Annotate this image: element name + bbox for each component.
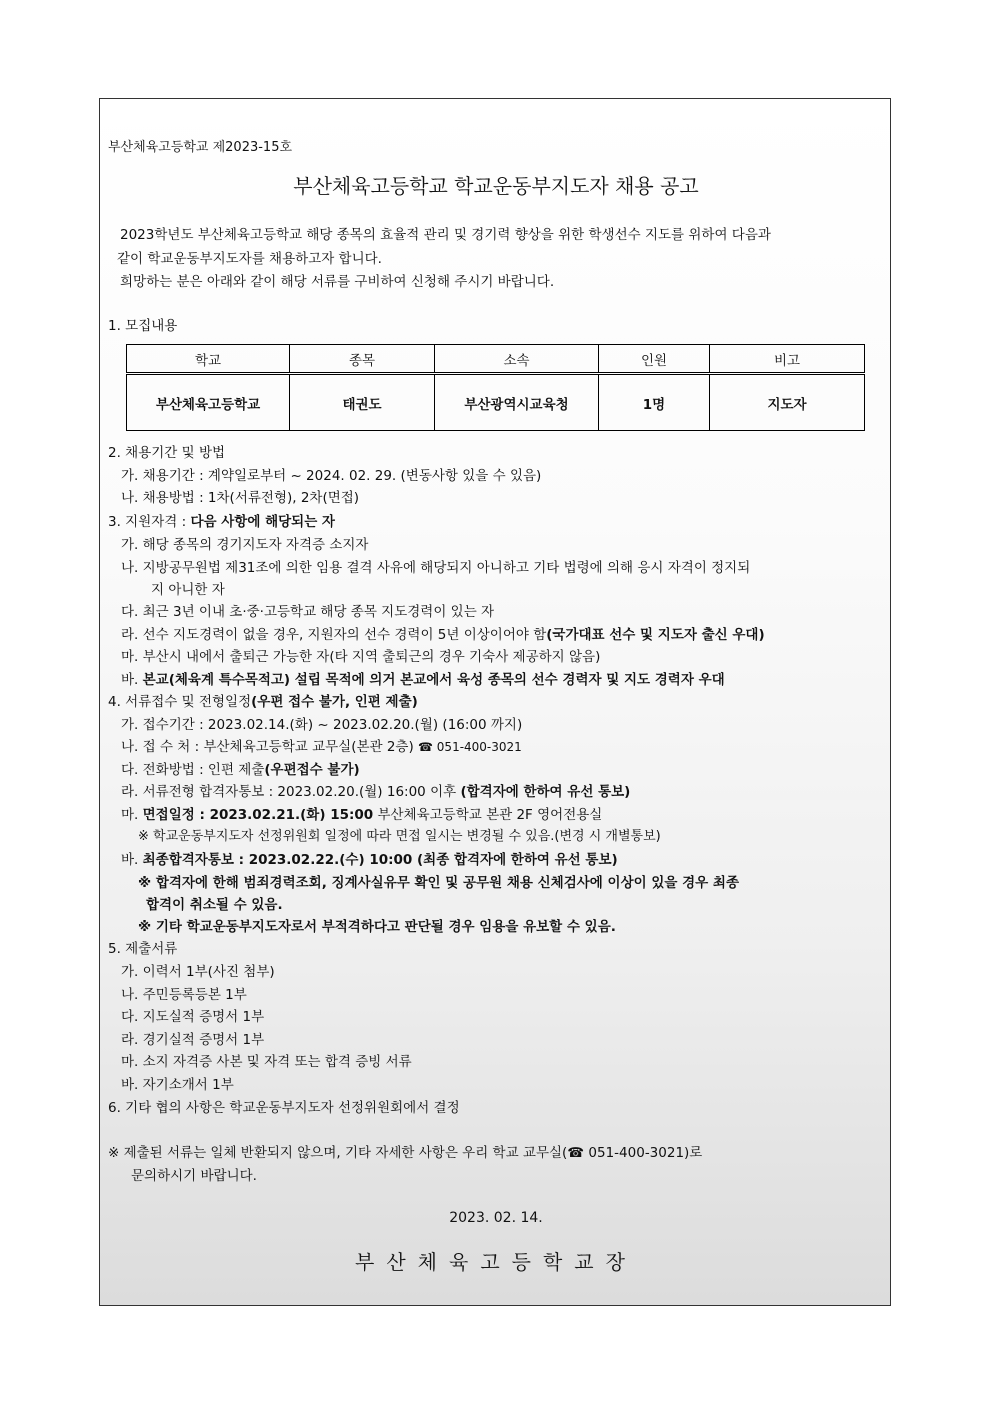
section-1-title: 1. 모집내용 [108,318,178,334]
header-school: 학교 [127,345,290,374]
section-4-item-e-bold: 면접일정 : 2023.02.21.(화) 15:00 [142,807,374,823]
section-5-item: 다. 지도실적 증명서 1부 [121,1009,265,1025]
recruitment-table [126,344,865,431]
section-4-item-f-bold: 최종합격자통보 : 2023.02.22.(수) 10:00 (최종 합격자에 한하여 유선 통보) [142,852,618,868]
section-4-note-2-line-1: ※ 합격자에 한해 범죄경력조회, 징계사실유무 확인 및 공무원 채용 신체검사에 이상이 있을 경우 최종 [138,875,739,891]
page-title: 부산체육고등학교 학교운동부지도자 채용 공고 [293,174,699,198]
section-4-item-f-text: 바. [121,852,143,868]
section-3-title-text: 3. 지원자격 : [108,514,191,530]
section-4-item-d-text: 라. 서류전형 합격자통보 : 2023.02.20.(월) 16:00 이후 [121,784,461,800]
document-date: 2023. 02. 14. [449,1210,543,1226]
section-4-title-text: 4. 서류접수 및 전형일정 [108,694,252,710]
section-3-item-d-bold: (국가대표 선수 및 지도자 출신 우대) [546,627,765,643]
section-4-title [108,690,418,710]
section-3-item-d-text: 라. 선수 지도경력이 없을 경우, 지원자의 선수 경력이 5년 이상이어야 함 [121,627,547,643]
section-5-title: 5. 제출서류 [108,941,178,957]
section-4-item-e-text: 마. [121,807,143,823]
section-5-item: 라. 경기실적 증명서 1부 [121,1032,265,1048]
section-4-item-d [121,780,630,800]
section-2-item-a: 가. 채용기간 : 계약일로부터 ~ 2024. 02. 29. (변동사항 있을 수 있음) [121,468,542,484]
document-number: 부산체육고등학교 제2023-15호 [108,140,293,155]
section-5-item: 가. 이력서 1부(사진 첨부) [121,964,275,980]
section-3-title-bold: 다음 사항에 해당되는 자 [190,514,335,530]
cell-count: 1명 [599,374,710,431]
section-4-item-c-bold: (우편접수 불가) [264,762,360,778]
section-3-item-d [121,623,765,643]
section-6-title: 6. 기타 협의 사항은 학교운동부지도자 선정위원회에서 결정 [108,1100,460,1116]
section-4-item-d-bold: (합격자에 한하여 유선 통보) [460,784,631,800]
section-3-item-b-line-1: 나. 지방공무원법 제31조에 의한 임용 결격 사유에 해당되지 아니하고 기타 법령에 의해 응시 자격이 정지되 [121,560,751,576]
section-3-item-b-line-2: 지 아니한 자 [151,582,225,598]
section-4-item-a: 가. 접수기간 : 2023.02.14.(화) ~ 2023.02.20.(월) (16:00 까지) [121,717,523,733]
section-5-item: 나. 주민등록등본 1부 [121,987,247,1003]
section-2-title: 2. 채용기간 및 방법 [108,445,226,461]
cell-affiliation: 부산광역시교육청 [435,374,599,431]
section-3-item-a: 가. 해당 종목의 경기지도자 자격증 소지자 [121,537,369,553]
section-4-item-b [121,735,522,755]
section-4-item-c-text: 다. 전화방법 : 인편 제출 [121,762,265,778]
section-4-note-1: ※ 학교운동부지도자 선정위원회 일정에 따라 면접 일시는 변경될 수 있음.(변경 시 개별통보) [138,829,661,844]
intro-line-3: 희망하는 분은 아래와 같이 해당 서류를 구비하여 신청해 주시기 바랍니다. [120,274,555,290]
section-3-title [108,510,335,530]
table-row [127,374,865,431]
section-4-title-bold: (우편 접수 불가, 인편 제출) [251,694,418,710]
cell-note: 지도자 [710,374,865,431]
section-5-item: 바. 자기소개서 1부 [121,1077,234,1093]
header-sport: 종목 [290,345,435,374]
section-4-note-2-line-2: 합격이 취소될 수 있음. [146,897,283,913]
section-4-item-e [121,803,602,823]
section-3-item-f-text: 바. [121,672,143,688]
cell-sport: 태권도 [290,374,435,431]
section-2-item-b: 나. 채용방법 : 1차(서류전형), 2차(면접) [121,490,360,506]
section-4-item-f [121,848,618,868]
section-3-item-e: 마. 부산시 내에서 출퇴근 가능한 자(타 지역 출퇴근의 경우 기숙사 제공하지 않음) [121,649,601,665]
intro-line-1: 2023학년도 부산체육고등학교 해당 종목의 효율적 관리 및 경기력 향상을 위한 학생선수 지도를 위하여 다음과 [120,227,771,243]
signature-school-principal: 부산체육고등학교장 [355,1250,637,1274]
section-4-note-3: ※ 기타 학교운동부지도자로서 부적격하다고 판단될 경우 임용을 유보할 수 있음. [138,919,616,935]
header-count: 인원 [599,345,710,374]
section-3-item-c: 다. 최근 3년 이내 초·중·고등학교 해당 종목 지도경력이 있는 자 [121,604,495,620]
header-affiliation: 소속 [435,345,599,374]
phone-number: ☎ 051-400-3021 [418,740,522,754]
section-3-item-f-bold: 본교(체육계 특수목적고) 설립 목적에 의거 본교에서 육성 종목의 선수 경력자 및 지도 경력자 우대 [142,672,725,688]
section-5-item: 마. 소지 자격증 사본 및 자격 또는 합격 증빙 서류 [121,1054,412,1070]
intro-line-2: 같이 학교운동부지도자를 채용하고자 합니다. [117,251,382,267]
section-4-item-c [121,758,360,778]
section-4-item-b-text: 나. 접 수 처 : 부산체육고등학교 교무실(본관 2층) [121,739,419,755]
header-note: 비고 [710,345,865,374]
section-4-item-e-tail: 부산체육고등학교 본관 2F 영어전용실 [373,807,603,823]
footnote-line-1: ※ 제출된 서류는 일체 반환되지 않으며, 기타 자세한 사항은 우리 학교 교무실(☎ 051-400-3021)로 [108,1145,703,1161]
footnote-line-2: 문의하시기 바랍니다. [131,1168,257,1184]
table-header-row [127,345,865,374]
cell-school: 부산체육고등학교 [127,374,290,431]
section-3-item-f [121,668,725,688]
